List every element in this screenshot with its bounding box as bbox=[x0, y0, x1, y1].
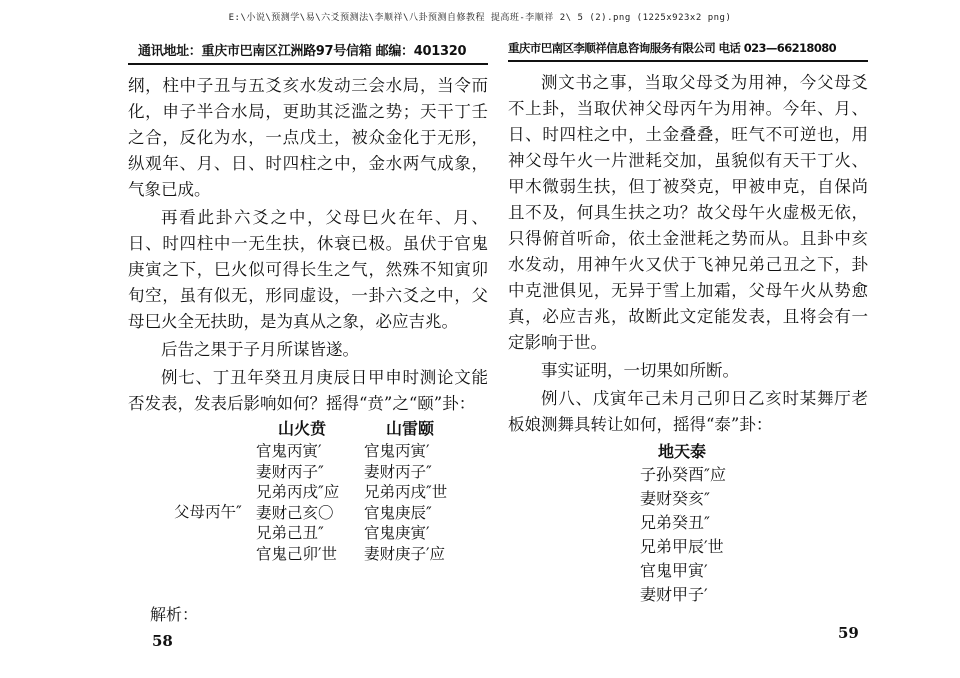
hexagram-main-line: 兄弟丙戌″应 bbox=[256, 483, 340, 501]
hexagram-tai-line: 子孙癸酉″应 bbox=[640, 464, 726, 484]
right-page-body bbox=[508, 70, 868, 438]
right-page-header: 重庆市巴南区李顺祥信息咨询服务有限公司 电话 023—66218080 bbox=[508, 40, 868, 62]
hexagram-tai-line: 兄弟癸丑″ bbox=[640, 512, 710, 532]
hexagram-tai-line: 兄弟甲辰′世 bbox=[640, 536, 724, 556]
hexagram-hidden-line: 父母丙午″ bbox=[174, 503, 242, 521]
paragraph-example-eight: 例八、戊寅年己未月己卯日乙亥时某舞厅老板娘测舞具转让如何，摇得“泰”卦： bbox=[508, 389, 868, 434]
hexagram-tai-line: 妻财癸亥″ bbox=[640, 488, 710, 508]
paragraph-reasoning: 测文书之事，当取父母爻为用神，今父母爻不上卦，当取伏神父母丙午为用神。今年、月、日、时四柱之中，土金叠叠，旺气不可逆也，用神父母午火一片泄耗交加，虽貌似有天干丁火、甲木微弱生扶，但丁被癸克，甲被申克，自保尚且不及，何具生扶之功？故父母午火虚极无依，只得俯首听命，依土金泄耗之势而从。且卦中亥水发动，用神午火又伏于飞神兄弟己丑之下，卦中克泄俱见，无异于雪上加霜，父母午火从势愈真，必应吉兆，故断此文定能发表，且将会有一定影响于世。 bbox=[508, 73, 868, 352]
paragraph-outcome: 后告之果于子月所谋皆遂。 bbox=[161, 340, 359, 359]
hexagram-changed-title: 山雷颐 bbox=[386, 419, 435, 438]
hexagram-main-line: 官鬼丙寅′ bbox=[256, 442, 322, 460]
hexagram-main-line: 官鬼己卯′世 bbox=[256, 544, 338, 563]
paragraph-continuation: 纲，柱中子丑与五爻亥水发动三会水局，当令而化，申子半合水局，更助其泛滥之势；天干丁壬之合，反化为水，一点戊土，被众金化于无形，纵观年、月、日、时四柱之中，金水两气成象，气象已成。 bbox=[128, 76, 488, 199]
right-page-number: 59 bbox=[838, 624, 859, 642]
left-page-body bbox=[128, 73, 488, 417]
hexagram-changed-line: 兄弟丙戌″世 bbox=[364, 483, 448, 501]
hexagram-tai-line: 妻财甲子′ bbox=[640, 584, 708, 604]
paragraph-analysis: 再看此卦六爻之中，父母巳火在年、月、日、时四柱中一无生扶，休衰已极。虽伏于官鬼庚寅之下，巳火似可得长生之气，然殊不知寅卯旬空，虽有似无，形同虚设，一卦六爻之中，父母巳火全无扶助，是为真从之象，必应吉兆。 bbox=[128, 208, 488, 331]
hexagram-changed-line: 官鬼庚辰″ bbox=[364, 503, 432, 522]
left-page bbox=[128, 40, 488, 660]
paragraph-example-seven: 例七、丁丑年癸丑月庚辰日甲申时测论文能否发表，发表后影响如何？摇得“贲”之“颐”卦： bbox=[128, 368, 488, 413]
right-page bbox=[508, 40, 868, 660]
left-page-header: 通讯地址：重庆市巴南区江洲路97号信箱 邮编：401320 bbox=[128, 40, 488, 65]
hexagram-tai bbox=[508, 442, 868, 607]
left-page-number: 58 bbox=[152, 632, 173, 650]
hexagram-main-title: 山火贲 bbox=[278, 419, 327, 438]
hexagram-changed-line: 妻财庚子′应 bbox=[364, 544, 446, 563]
hexagram-tai-line: 官鬼甲寅′ bbox=[640, 560, 708, 580]
paragraph-verification: 事实证明，一切果如所断。 bbox=[541, 361, 739, 380]
hexagram-main-line: 妻财己亥〇 bbox=[256, 503, 334, 522]
hexagram-changed-line: 官鬼庚寅′ bbox=[364, 524, 430, 542]
hexagram-main-line: 妻财丙子″ bbox=[256, 462, 324, 481]
file-path-caption: E:\小说\预测学\易\六爻预测法\李顺祥\八卦预测自修教程 提高班-李顺祥 2\ 5 (2).png (1225x923x2 png) bbox=[228, 13, 732, 23]
hexagram-changed-line: 官鬼丙寅′ bbox=[364, 442, 430, 460]
hexagram-main-line: 兄弟己丑″ bbox=[256, 524, 324, 542]
analysis-label: 解析： bbox=[150, 605, 199, 624]
hexagram-tai-title: 地天泰 bbox=[658, 442, 707, 461]
hexagram-changed-line: 妻财丙子″ bbox=[364, 462, 432, 481]
